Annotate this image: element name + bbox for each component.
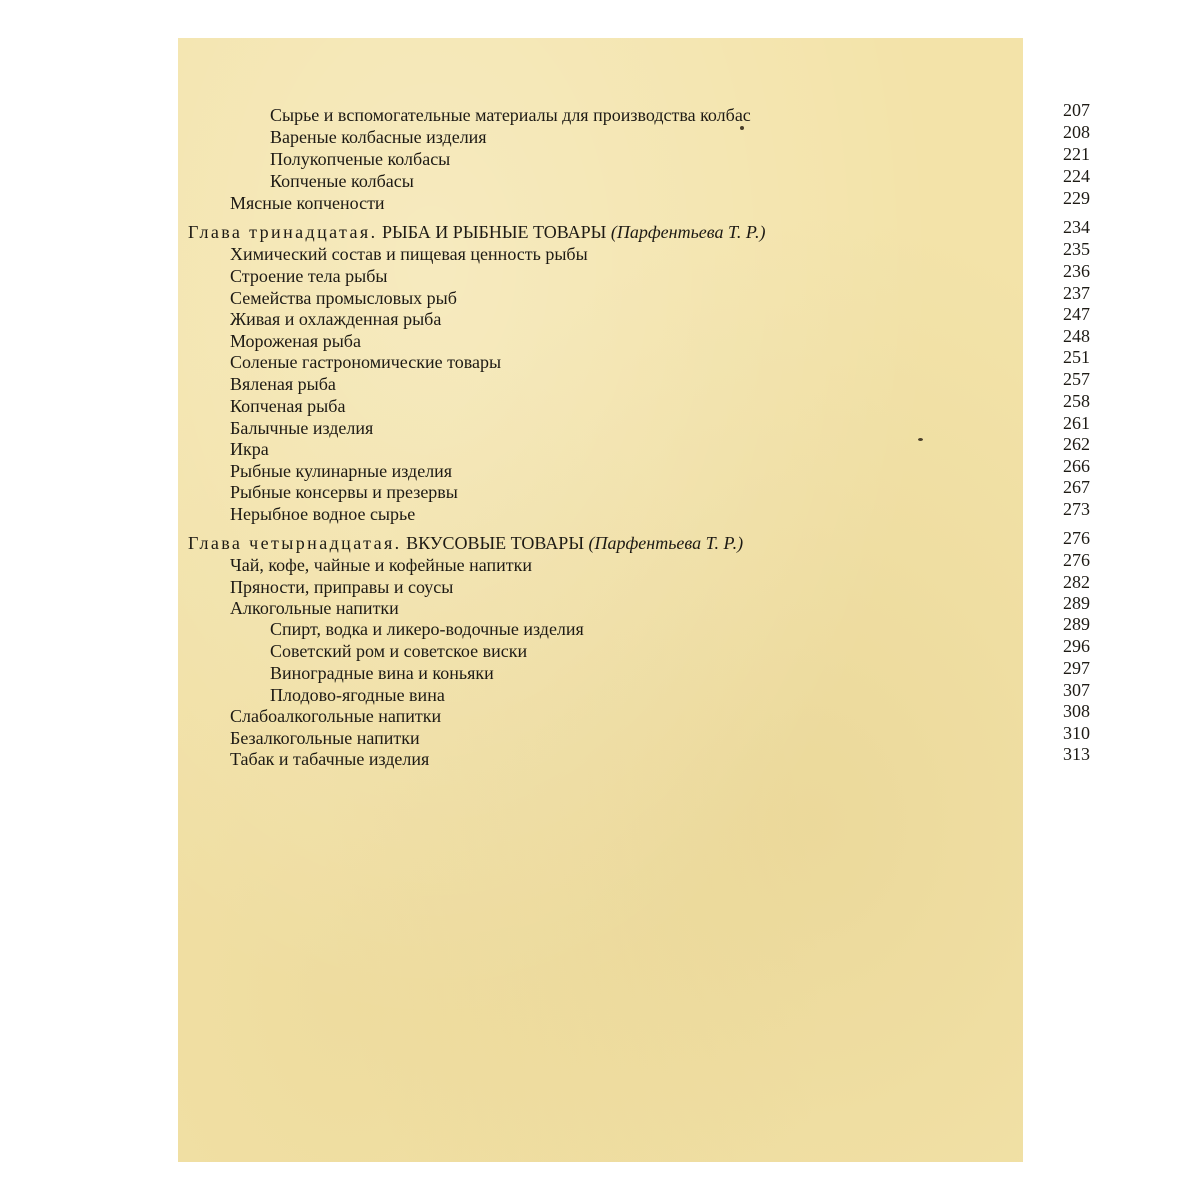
toc-entry-page: 266: [1063, 456, 1090, 476]
toc-entry-page: 267: [1063, 477, 1090, 497]
toc-entry-title: Алкогольные напитки: [230, 598, 399, 618]
toc-entry-page: 248: [1063, 326, 1090, 346]
toc-entry-title: Вяленая рыба: [230, 374, 336, 394]
toc-entry-page: 273: [1063, 499, 1090, 519]
toc-entry-page: 308: [1063, 701, 1090, 721]
ink-speck: [918, 438, 923, 441]
toc-entry-title: Спирт, водка и ликеро-водочные изделия: [270, 619, 584, 639]
toc-entry-page: 296: [1063, 636, 1090, 656]
table-of-contents: [178, 38, 1090, 1162]
toc-entry-title: Сырье и вспомогательные материалы для производства колбас: [270, 105, 751, 125]
toc-entry-page: 262: [1063, 434, 1090, 454]
scanned-page: [178, 38, 1090, 1162]
toc-entry-page: 261: [1063, 413, 1090, 433]
toc-entry-page: 224: [1063, 166, 1090, 186]
toc-entry-page: 282: [1063, 572, 1090, 592]
toc-entry-page: 307: [1063, 680, 1090, 700]
chapter-author: (Парфентьева Т. Р.): [588, 533, 744, 553]
toc-entry-page: 297: [1063, 658, 1090, 678]
toc-entry-title: Полукопченые колбасы: [270, 149, 451, 169]
toc-entry-page: 276: [1063, 528, 1090, 548]
toc-entry-page: 208: [1063, 122, 1090, 142]
toc-entry-page: 289: [1063, 614, 1090, 634]
toc-entry-page: 237: [1063, 283, 1090, 303]
toc-entry-title: Рыбные кулинарные изделия: [230, 461, 453, 481]
toc-entry-page: 235: [1063, 239, 1090, 259]
toc-entry-title: Копченые колбасы: [270, 171, 414, 191]
toc-entry-title: Рыбные консервы и презервы: [230, 482, 458, 502]
toc-entry-page: 234: [1063, 217, 1090, 237]
toc-entry-title: Вареные колбасные изделия: [270, 127, 487, 147]
chapter-title: РЫБА И РЫБНЫЕ ТОВАРЫ: [382, 222, 607, 242]
toc-entry-page: 276: [1063, 550, 1090, 570]
toc-entry-title: Балычные изделия: [230, 418, 374, 438]
toc-entry-page: 207: [1063, 100, 1090, 120]
toc-entry-title: Безалкогольные напитки: [230, 728, 420, 748]
toc-entry-title: Копченая рыба: [230, 396, 346, 416]
chapter-number: Глава четырнадцатая.: [188, 533, 402, 553]
toc-entry-page: 251: [1063, 347, 1090, 367]
chapter-number: Глава тринадцатая.: [188, 222, 378, 242]
toc-entry-page: 257: [1063, 369, 1090, 389]
toc-entry-page: 247: [1063, 304, 1090, 324]
toc-entry-title: Табак и табачные изделия: [230, 749, 430, 769]
toc-entry-title: Семейства промысловых рыб: [230, 288, 457, 308]
toc-entry-title: Виноградные вина и коньяки: [270, 663, 494, 683]
toc-entry-page: 229: [1063, 188, 1090, 208]
chapter-title: ВКУСОВЫЕ ТОВАРЫ: [406, 533, 585, 553]
toc-entry-title: Соленые гастрономические товары: [230, 352, 502, 372]
chapter-author: (Парфентьева Т. Р.): [610, 222, 766, 242]
toc-entry-title: Мясные копчености: [230, 193, 385, 213]
toc-entry-page: 221: [1063, 144, 1090, 164]
toc-entry-page: 310: [1063, 723, 1090, 743]
ink-speck: [740, 126, 744, 130]
toc-entry-title: Химический состав и пищевая ценность рыбы: [230, 244, 588, 264]
toc-entry-page: 289: [1063, 593, 1090, 613]
toc-entry-title: Икра: [230, 439, 269, 459]
toc-entry-title: Нерыбное водное сырье: [230, 504, 416, 524]
toc-entry-title: Строение тела рыбы: [230, 266, 388, 286]
toc-entry-title: Советский ром и советское виски: [270, 641, 528, 661]
toc-entry-page: 258: [1063, 391, 1090, 411]
toc-entry-title: Чай, кофе, чайные и кофейные напитки: [230, 555, 533, 575]
toc-entry-page: 313: [1063, 744, 1090, 764]
toc-entry-title: Мороженая рыба: [230, 331, 361, 351]
toc-entry-title: Слабоалкогольные напитки: [230, 706, 442, 726]
toc-entry-title: Плодово-ягодные вина: [270, 685, 445, 705]
toc-entry-title: Пряности, приправы и соусы: [230, 577, 454, 597]
toc-entry-title: Живая и охлажденная рыба: [230, 309, 442, 329]
toc-entry-page: 236: [1063, 261, 1090, 281]
